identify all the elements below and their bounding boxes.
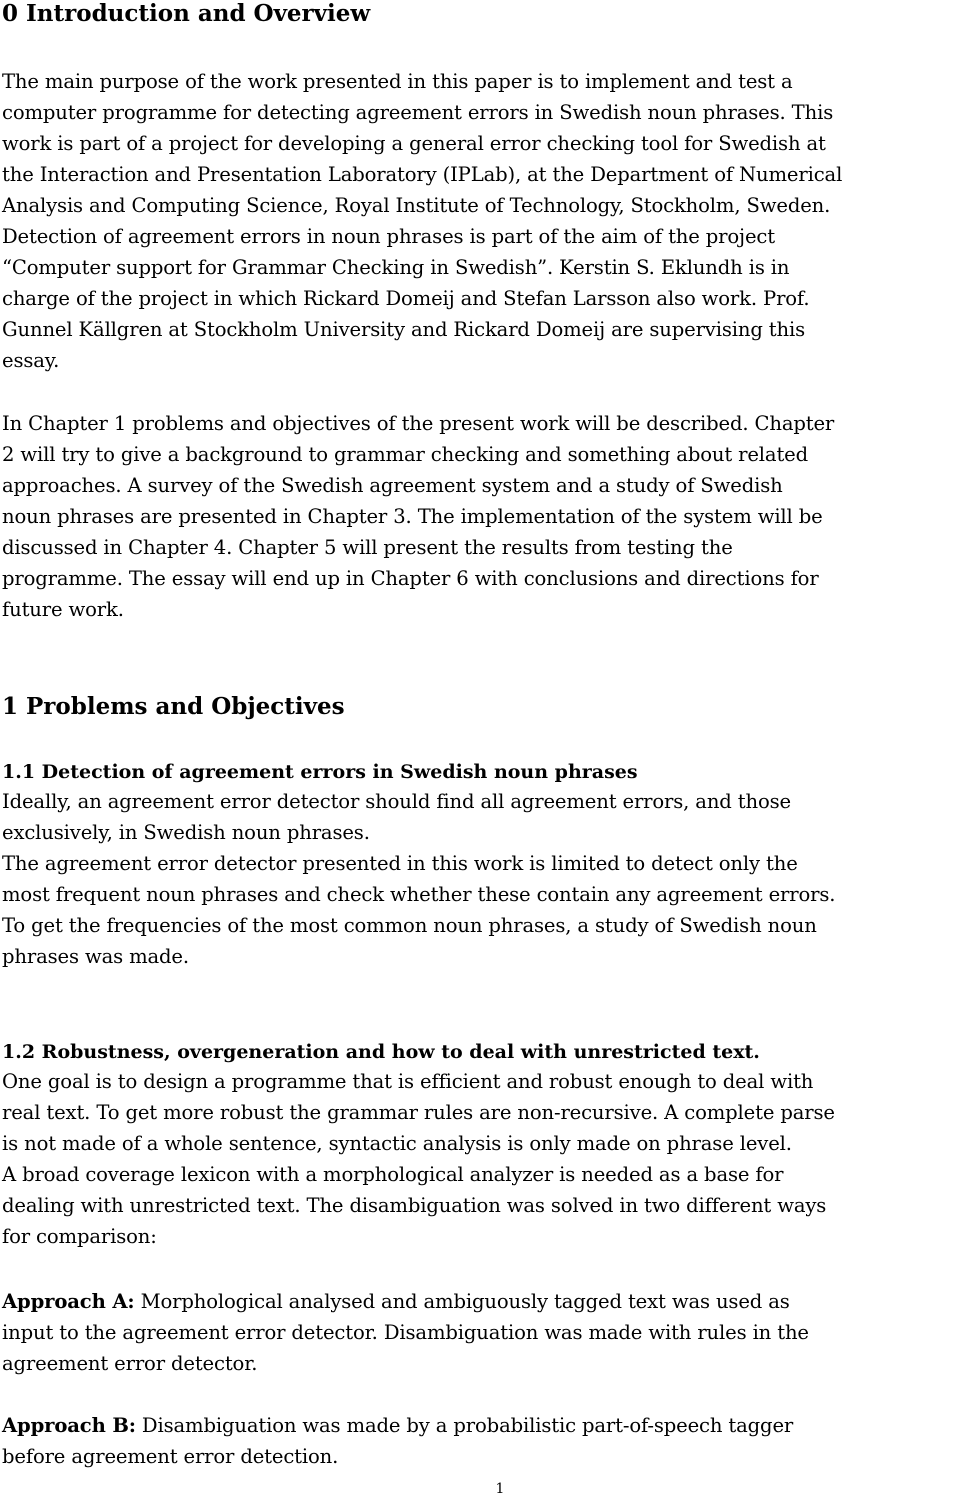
text-line: approaches. A survey of the Swedish agreement system and a study of Swedish: [2, 474, 783, 497]
subsection-1-1-body: [2, 786, 835, 972]
text-line: most frequent noun phrases and check whether these contain any agreement errors.: [2, 883, 836, 906]
text-line: agreement error detector.: [2, 1352, 258, 1375]
text-line: the Interaction and Presentation Laboratory (IPLab), at the Department of Numerical: [2, 163, 843, 186]
text-line: Analysis and Computing Science, Royal Institute of Technology, Stockholm, Sweden.: [2, 194, 831, 217]
section-heading-introduction: 0 Introduction and Overview: [2, 0, 371, 27]
text-line: for comparison:: [2, 1225, 157, 1248]
intro-paragraph-1: [2, 66, 842, 376]
text-line: Ideally, an agreement error detector should find all agreement errors, and those: [2, 790, 791, 813]
subsection-1-2-body: [2, 1066, 835, 1252]
text-line: In Chapter 1 problems and objectives of the present work will be described. Chapter: [2, 412, 835, 435]
text-line: charge of the project in which Rickard Domeij and Stefan Larsson also work. Prof.: [2, 287, 810, 310]
page-number: 1: [495, 1481, 505, 1497]
text-line: A broad coverage lexicon with a morphological analyzer is needed as a base for: [2, 1163, 784, 1186]
text-line: discussed in Chapter 4. Chapter 5 will present the results from testing the: [2, 536, 733, 559]
text-line: programme. The essay will end up in Chapter 6 with conclusions and directions for: [2, 567, 819, 590]
text-line: 2 will try to give a background to grammar checking and something about related: [2, 443, 809, 466]
text-line: is not made of a whole sentence, syntactic analysis is only made on phrase level.: [2, 1132, 792, 1155]
subsection-heading-1-1: 1.1 Detection of agreement errors in Swedish noun phrases: [2, 761, 638, 783]
text-line: essay.: [2, 349, 60, 372]
text-line: One goal is to design a programme that is efficient and robust enough to deal with: [2, 1070, 814, 1093]
approach-b-text: Disambiguation was made by a probabilistic part-of-speech tagger: [135, 1414, 794, 1437]
text-line: The agreement error detector presented in this work is limited to detect only the: [2, 852, 798, 875]
text-line: exclusively, in Swedish noun phrases.: [2, 821, 370, 844]
text-line: [2, 1286, 809, 1317]
subsection-heading-1-2: 1.2 Robustness, overgeneration and how to deal with unrestricted text.: [2, 1041, 760, 1063]
text-line: noun phrases are presented in Chapter 3. The implementation of the system will be: [2, 505, 823, 528]
text-line: Detection of agreement errors in noun phrases is part of the aim of the project: [2, 225, 775, 248]
text-line: “Computer support for Grammar Checking in Swedish”. Kerstin S. Eklundh is in: [2, 256, 790, 279]
text-line: real text. To get more robust the grammar rules are non-recursive. A complete parse: [2, 1101, 835, 1124]
section-heading-problems: 1 Problems and Objectives: [2, 693, 345, 720]
text-line: future work.: [2, 598, 124, 621]
approach-a-label: Approach A:: [2, 1290, 135, 1313]
intro-paragraph-2: [2, 408, 834, 625]
text-line: phrases was made.: [2, 945, 189, 968]
text-line: The main purpose of the work presented in this paper is to implement and test a: [2, 70, 793, 93]
text-line: input to the agreement error detector. Disambiguation was made with rules in the: [2, 1321, 809, 1344]
approach-b-paragraph: [2, 1410, 793, 1472]
text-line: computer programme for detecting agreement errors in Swedish noun phrases. This: [2, 101, 834, 124]
text-line: before agreement error detection.: [2, 1445, 339, 1468]
text-line: work is part of a project for developing a general error checking tool for Swedish at: [2, 132, 826, 155]
text-line: To get the frequencies of the most common noun phrases, a study of Swedish noun: [2, 914, 817, 937]
text-line: Gunnel Källgren at Stockholm University and Rickard Domeij are supervising this: [2, 318, 806, 341]
approach-b-label: Approach B:: [2, 1414, 136, 1437]
text-line: dealing with unrestricted text. The disambiguation was solved in two different ways: [2, 1194, 827, 1217]
approach-a-text: Morphological analysed and ambiguously tagged text was used as: [134, 1290, 790, 1313]
text-line: [2, 1410, 793, 1441]
approach-a-paragraph: [2, 1286, 809, 1379]
